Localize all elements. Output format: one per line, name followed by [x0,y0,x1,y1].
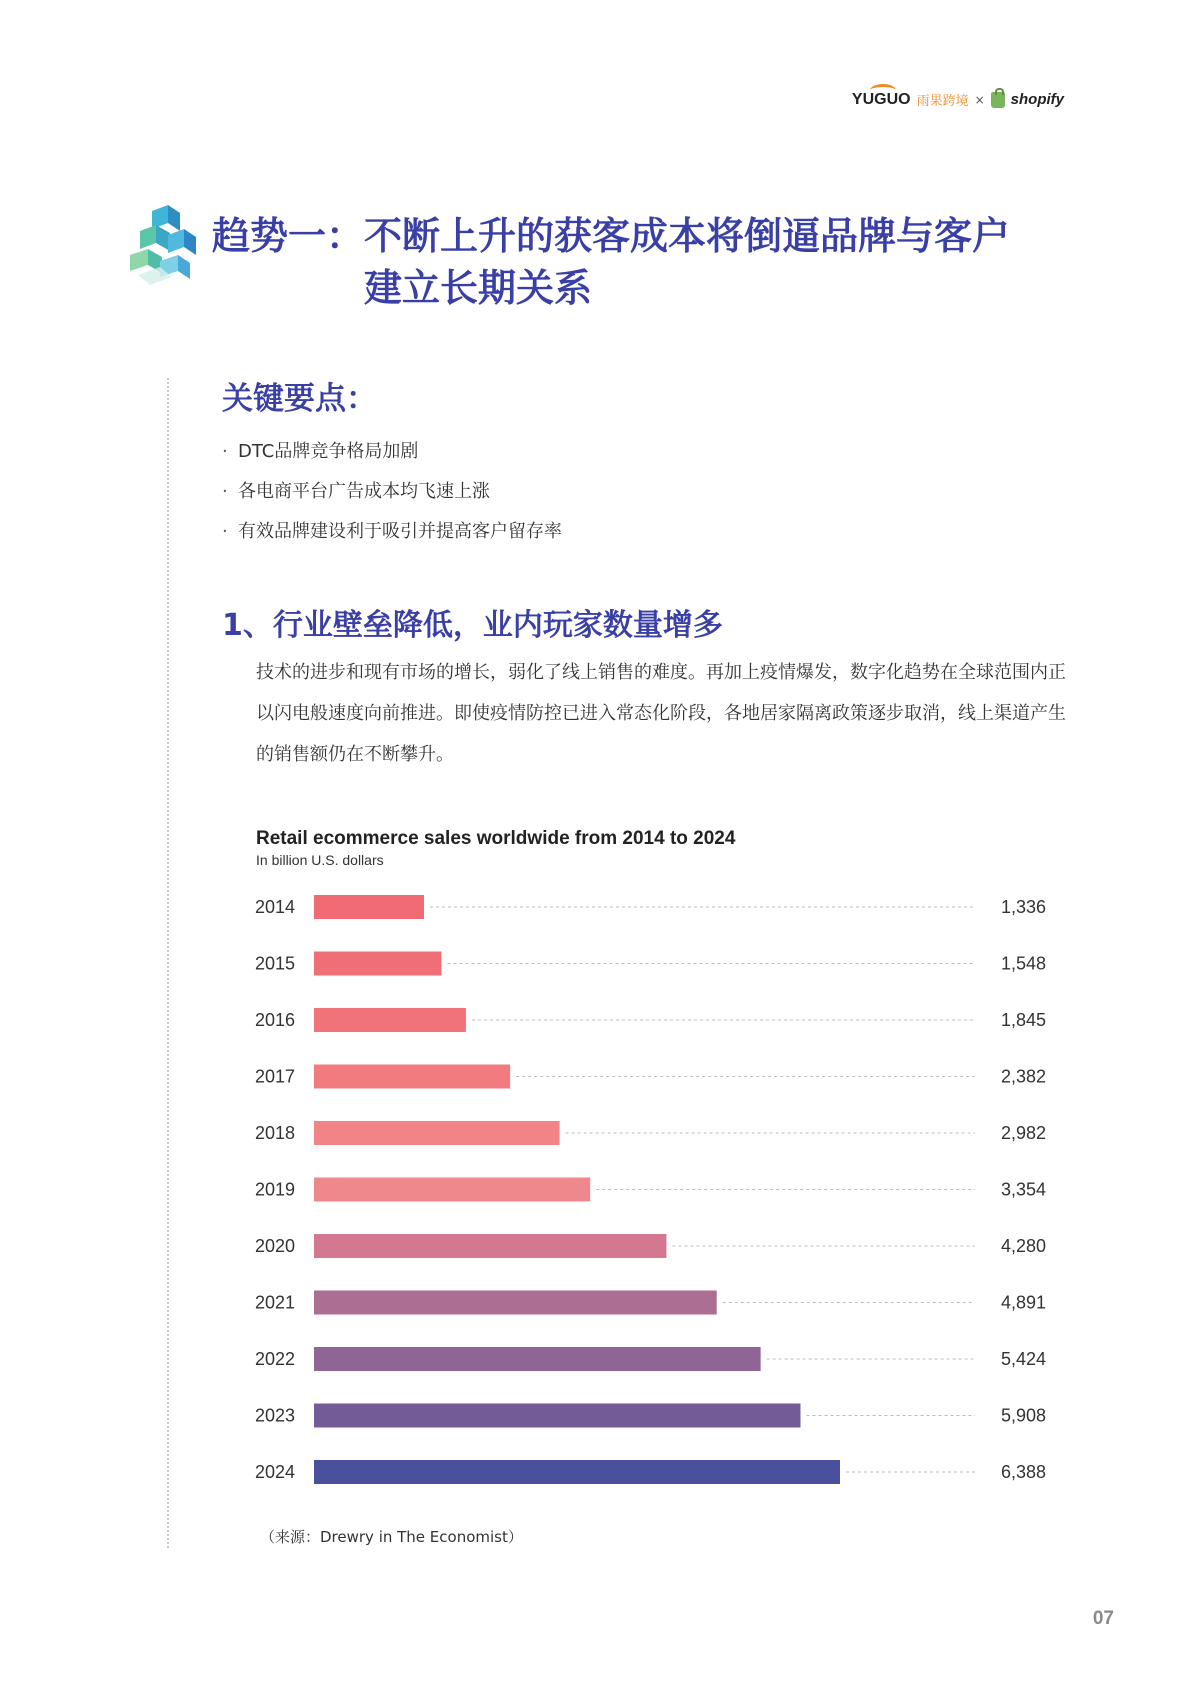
dotted-divider [167,378,169,1548]
yuguo-logo: YUGUO [852,91,911,109]
bar [314,1347,761,1371]
key-points-heading: 关键要点： [222,381,377,417]
category-label: 2020 [255,1236,296,1256]
bar [314,1121,560,1145]
cube-stack-icon [130,205,202,285]
bar [314,1291,717,1315]
title-line-2: 建立长期关系 [364,266,593,310]
bar-chart [240,895,1060,1505]
value-label: 1,336 [1000,897,1046,917]
page-number: 07 [1092,1608,1114,1629]
bar [314,1460,840,1484]
category-label: 2019 [255,1179,296,1200]
section-heading: 1、行业壁垒降低，业内玩家数量增多 [222,608,723,643]
title-line-1: 趋势一：不断上升的获客成本将倒逼品牌与客户 [212,214,1011,258]
value-label: 2,382 [1000,1066,1046,1087]
section-body: 技术的进步和现有市场的增长，弱化了线上销售的难度。再加上疫情爆发，数字化趋势在全球范围内正以闪电般速度向前推进。即使疫情防控已进入常态化阶段，各地居家隔离政策逐步取消，线上渠道产生的销售额仍在不断攀升。 [256,662,1066,765]
value-label: 1,548 [1000,953,1046,974]
key-points-list [222,432,562,552]
category-label: 2018 [255,1123,296,1143]
bar [314,1404,800,1428]
list-item: · 有效品牌建设利于吸引并提高客户留存率 [222,521,562,542]
list-item: · 各电商平台广告成本均飞速上涨 [222,481,490,502]
category-label: 2021 [255,1292,296,1313]
bar [314,952,441,976]
chart-title: Retail ecommerce sales worldwide from 2014 to 2024 [256,828,736,849]
list-item: · DTC品牌竞争格局加剧 [222,441,419,462]
category-label: 2024 [255,1462,296,1482]
chart-subtitle: In billion U.S. dollars [256,852,384,868]
bar [314,1008,466,1032]
value-label: 5,908 [1000,1405,1046,1426]
value-label: 3,354 [1000,1179,1046,1200]
yuguo-logo-cn: 雨果跨境 [916,94,969,109]
category-label: 2022 [255,1349,296,1369]
value-label: 4,280 [1000,1236,1046,1256]
bar [314,1178,590,1202]
bar [314,1065,510,1089]
logo-separator: × [974,92,985,107]
value-label: 5,424 [1000,1349,1046,1369]
category-label: 2016 [255,1010,296,1030]
category-label: 2023 [255,1405,296,1426]
shopping-bag-icon [991,92,1005,108]
value-label: 1,845 [1000,1010,1046,1030]
source-note: （来源：Drewry in The Economist） [260,1528,523,1546]
header-logos [852,90,1064,109]
category-label: 2017 [255,1066,296,1087]
shopify-logo: shopify [1010,91,1064,108]
category-label: 2015 [255,953,296,974]
value-label: 4,891 [1000,1292,1046,1313]
page-title [212,210,1072,314]
value-label: 2,982 [1000,1123,1046,1143]
value-label: 6,388 [1000,1462,1046,1482]
bar [314,895,424,919]
bar [314,1234,666,1258]
category-label: 2014 [255,897,296,917]
